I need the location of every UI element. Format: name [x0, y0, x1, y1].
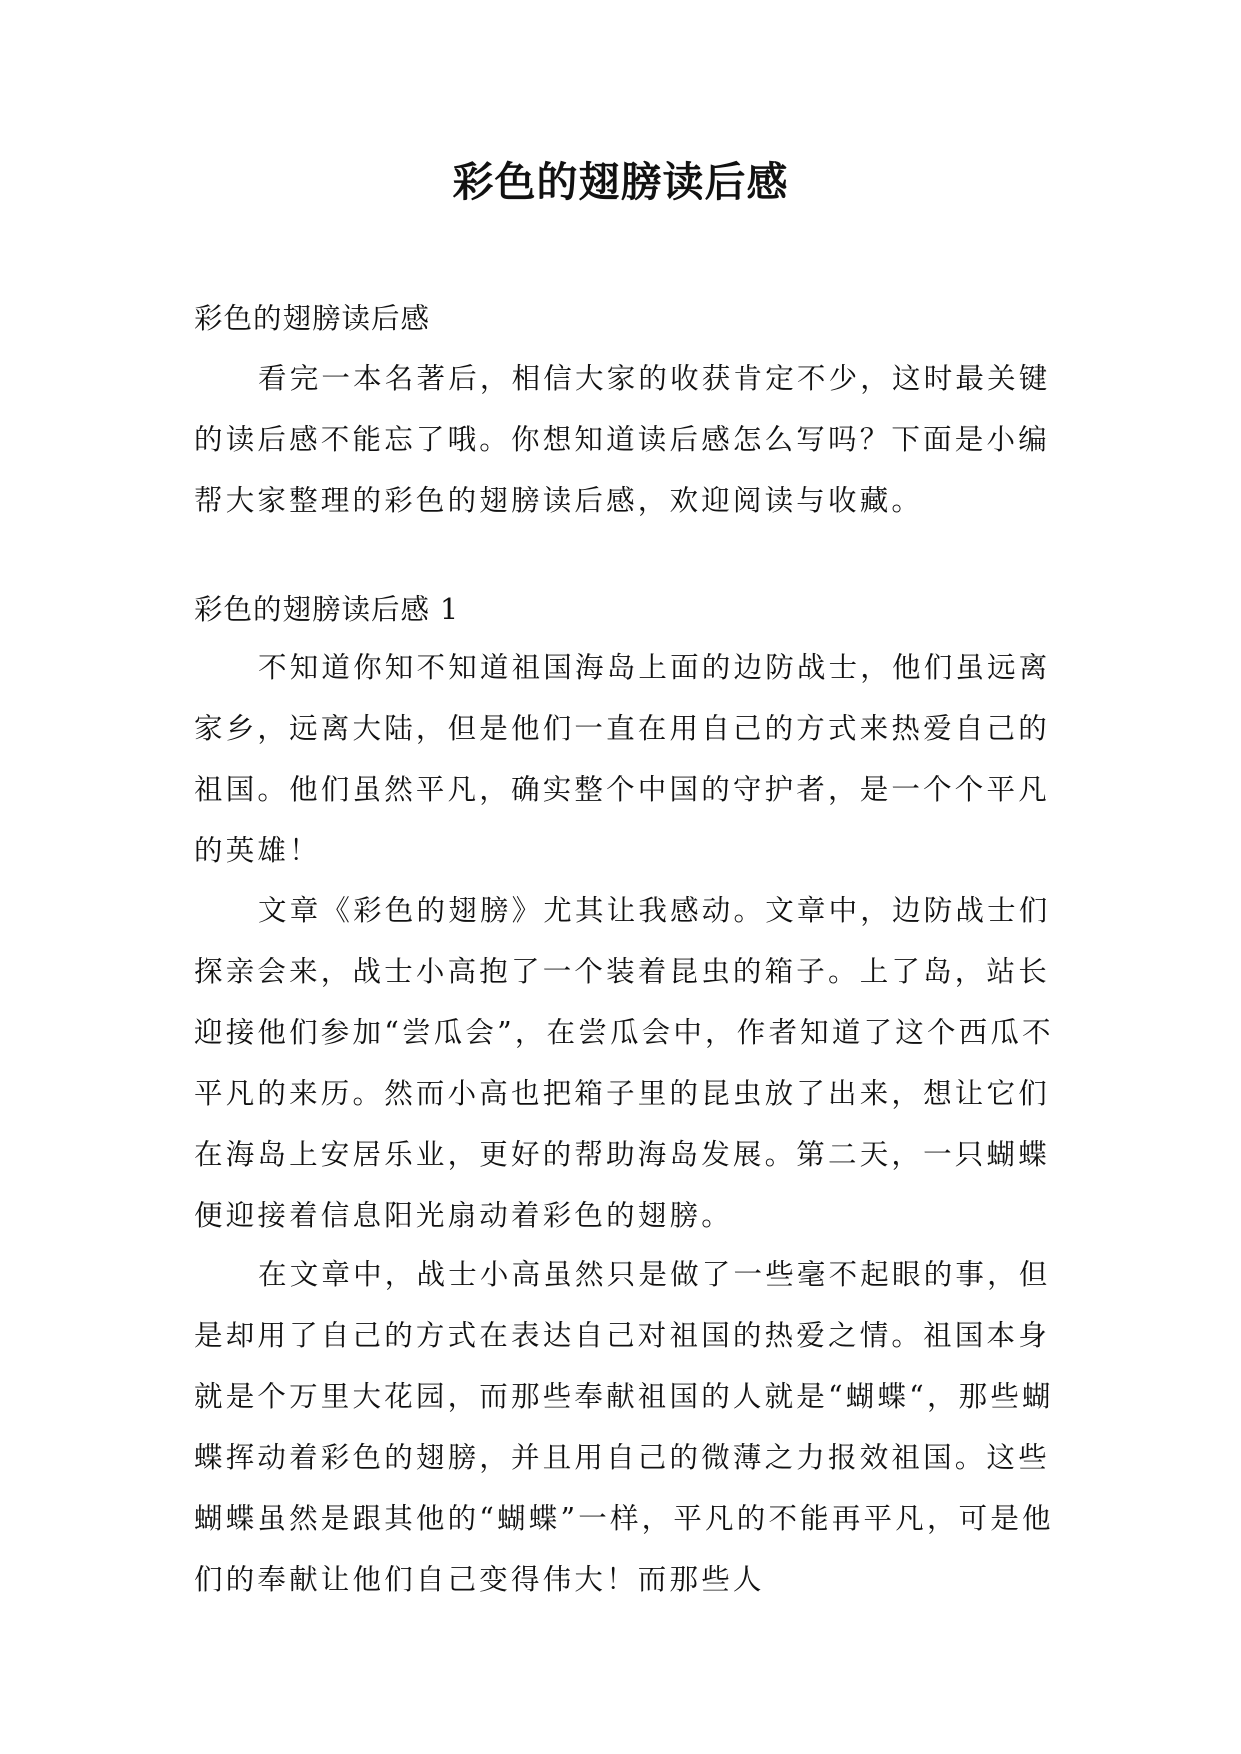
intro-paragraph: 看完一本名著后，相信大家的收获肯定不少，这时最关键的读后感不能忘了哦。你想知道读后感怎么写吗？下面是小编帮大家整理的彩色的翅膀读后感，欢迎阅读与收藏。 [194, 362, 1051, 517]
section1-paragraph-2: 文章《彩色的翅膀》尤其让我感动。文章中，边防战士们探亲会来，战士小高抱了一个装着昆虫的箱子。上了岛，站长迎接他们参加“尝瓜会”，在尝瓜会中，作者知道了这个西瓜不平凡的来历。然而小高也把箱子里的昆虫放了出来，想让它们在海岛上安居乐业，更好的帮助海岛发展。第二天，一只蝴蝶便迎接着信息阳光扇动着彩色的翅膀。 [194, 894, 1054, 1232]
section1-paragraph-1: 不知道你知不知道祖国海岛上面的边防战士，他们虽远离家乡，远离大陆，但是他们一直在用自己的方式来热爱自己的祖国。他们虽然平凡，确实整个中国的守护者，是一个个平凡的英雄！ [194, 651, 1051, 867]
section1-heading: 彩色的翅膀读后感 1 [194, 593, 460, 626]
document-title: 彩色的翅膀读后感 [452, 158, 789, 206]
section1-paragraph-3: 在文章中，战士小高虽然只是做了一些毫不起眼的事，但是却用了自己的方式在表达自己对祖国的热爱之情。祖国本身就是个万里大花园，而那些奉献祖国的人就是“蝴蝶“，那些蝴蝶挥动着彩色的翅膀，并且用自己的微薄之力报效祖国。这些蝴蝶虽然是跟其他的“蝴蝶”一样，平凡的不能再平凡，可是他们的奉献让他们自己变得伟大！而那些人 [194, 1258, 1054, 1596]
intro-heading: 彩色的翅膀读后感 [194, 302, 431, 335]
